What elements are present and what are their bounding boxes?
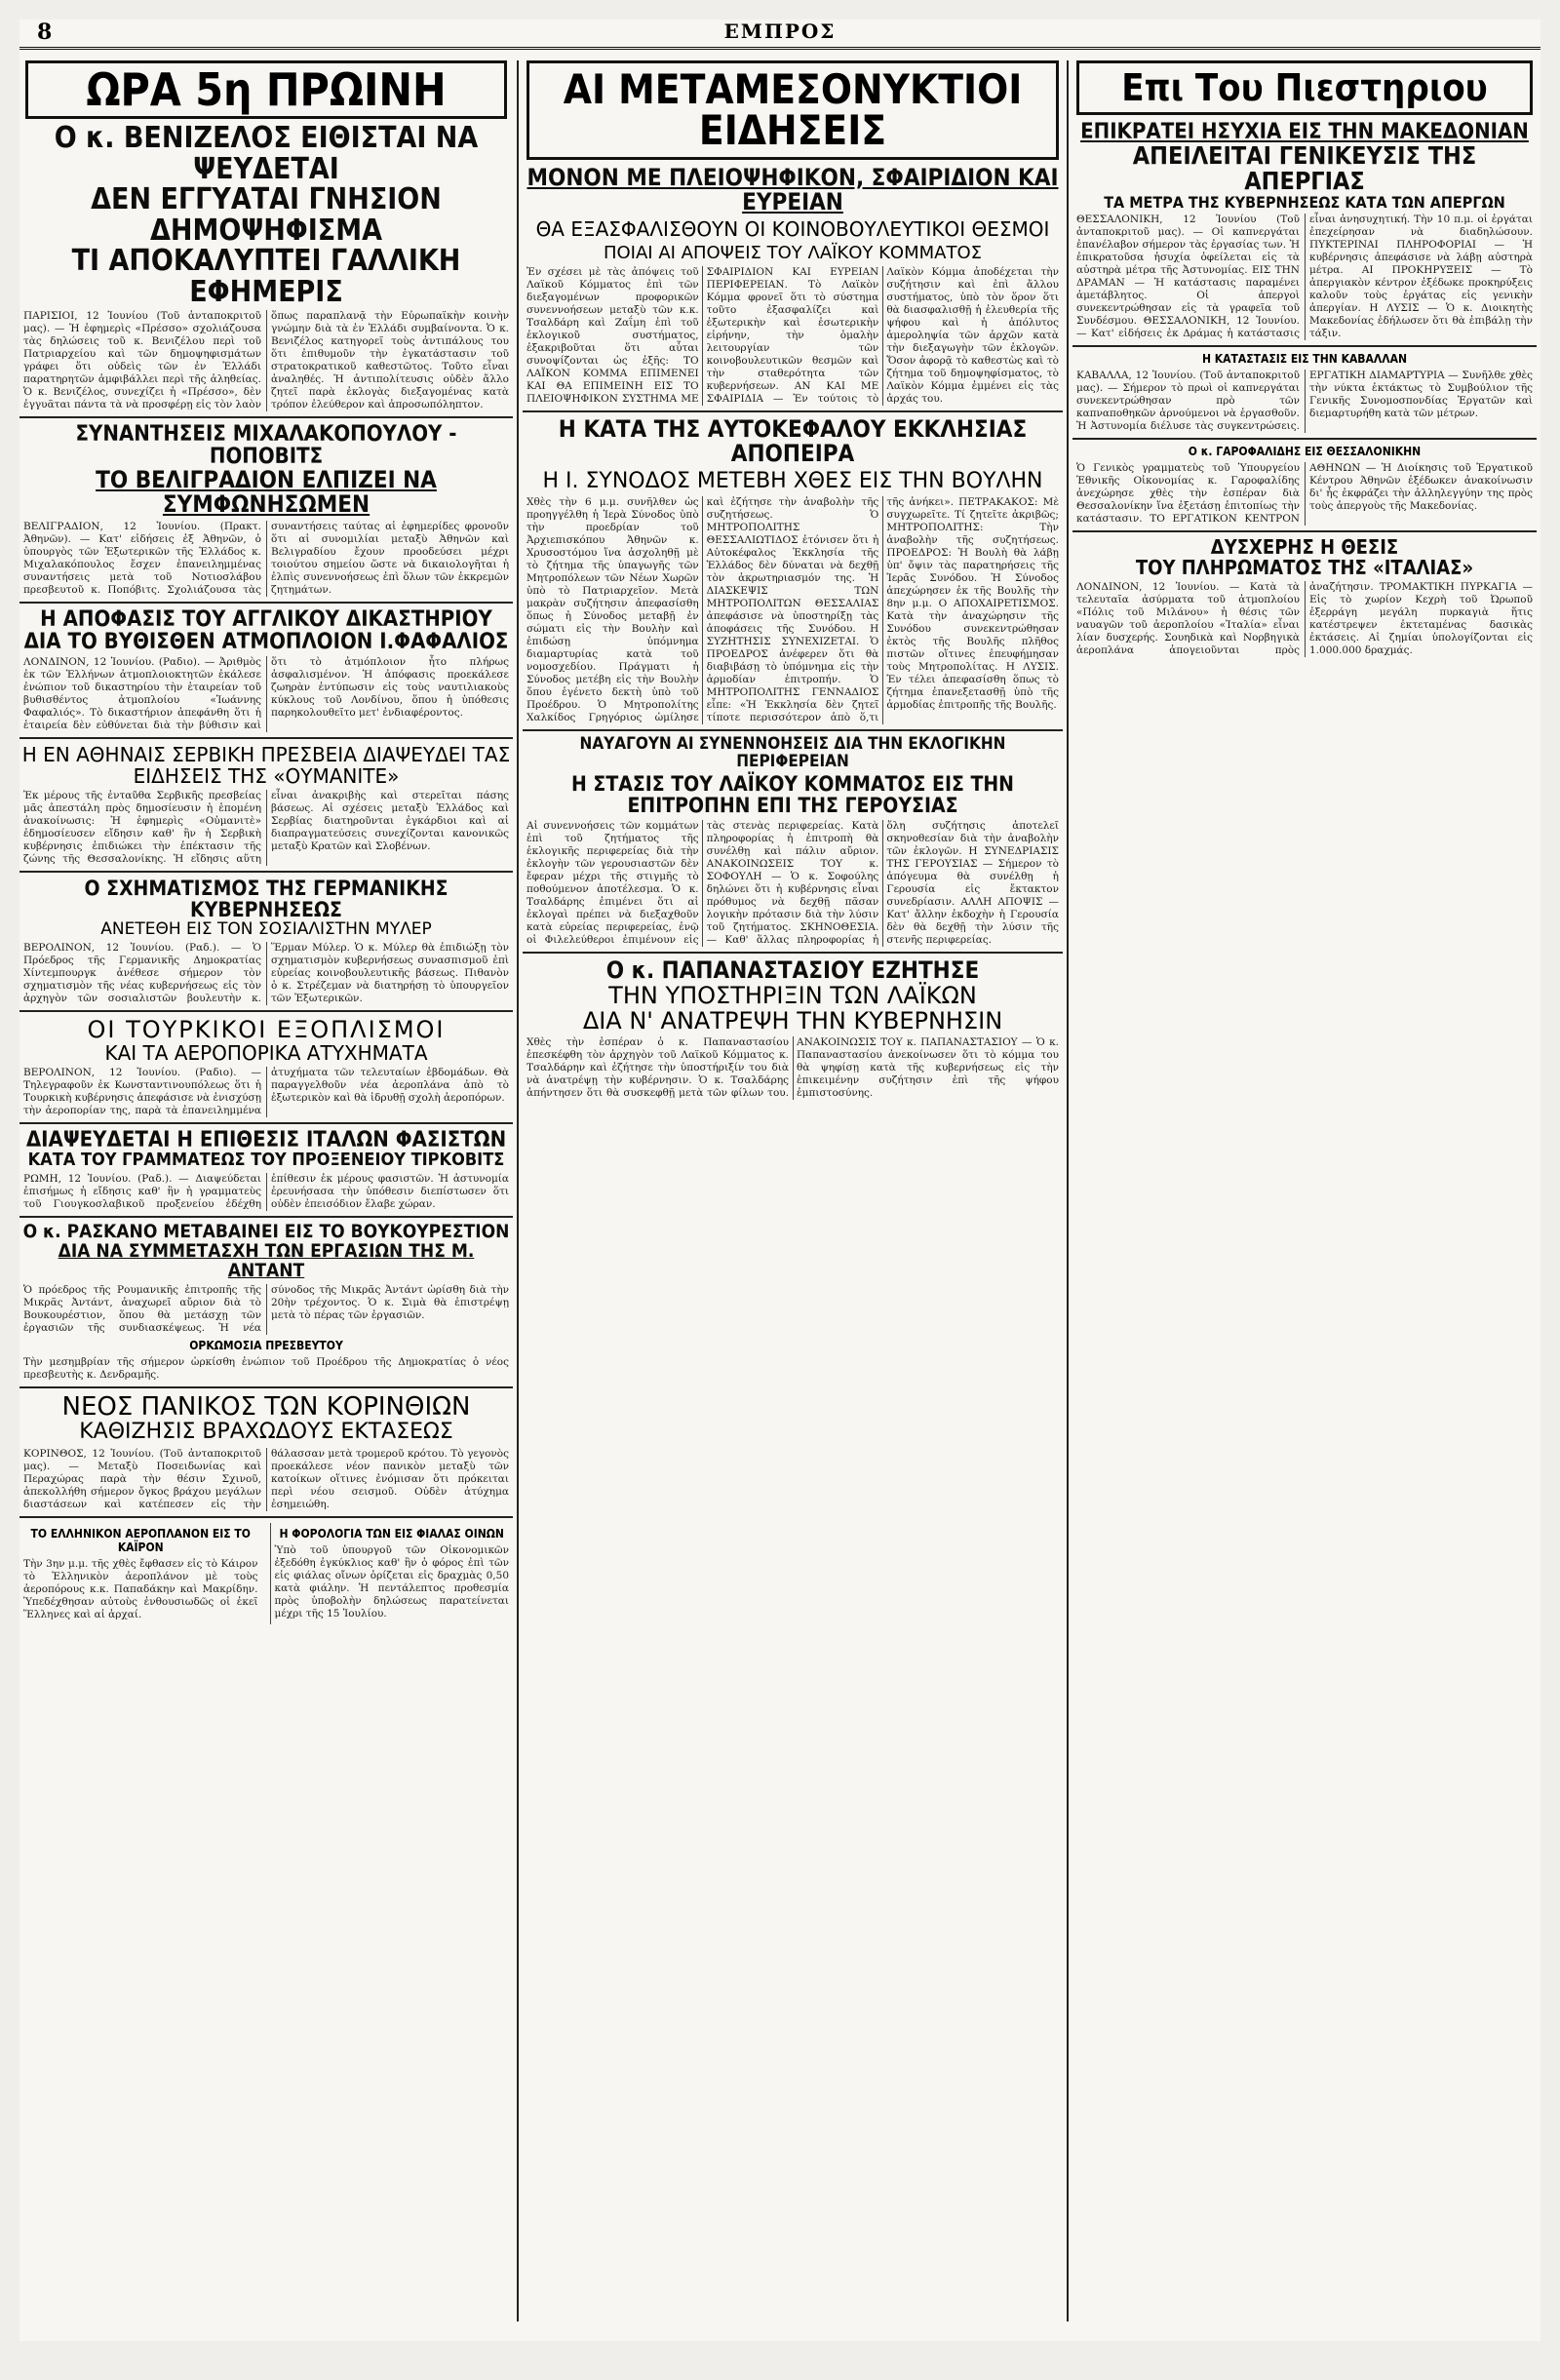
headline: ΑΠΕΙΛΕΙΤΑΙ ΓΕΝΙΚΕΥΣΙΣ ΤΗΣ ΑΠΕΡΓΙΑΣ <box>1132 141 1477 196</box>
article-italian-fascists <box>20 1129 513 1211</box>
headline: Ο κ. ΓΑΡΟΦΑΛΙΔΗΣ ΕΙΣ ΘΕΣΣΑΛΟΝΙΚΗΝ <box>1188 445 1422 459</box>
headline: ΤΗΝ ΥΠΟΣΤΗΡΙΞΙΝ ΤΩΝ ΛΑΪΚΩΝ <box>608 981 977 1009</box>
headline: ΤΙ ΑΠΟΚΑΛΥΠΤΕΙ ΓΑΛΛΙΚΗ ΕΦΗΜΕΡΙΣ <box>71 244 461 309</box>
headline: Η ΕΝ ΑΘΗΝΑΙΣ ΣΕΡΒΙΚΗ ΠΡΕΣΒΕΙΑ ΔΙΑΨΕΥΔΕΙ ΤΑΣ ΕΙΔΗΣΕΙΣ ΤΗΣ «ΟΥΜΑΝΙΤΕ» <box>21 742 511 788</box>
article-electoral-region <box>523 733 1063 947</box>
section-heading-late-news: ΑΙ ΜΕΤΑΜΕΣΟΝΥΚΤΙΟΙ ΕΙΔΗΣΕΙΣ <box>526 60 1059 160</box>
headline: ΔΙΑΨΕΥΔΕΤΑΙ Η ΕΠΙΘΕΣΙΣ ΙΤΑΛΩΝ ΦΑΣΙΣΤΩΝ <box>25 1127 507 1152</box>
column-divider <box>1067 60 1069 2321</box>
headline: Ο ΣΧΗΜΑΤΙΣΜΟΣ ΤΗΣ ΓΕΡΜΑΝΙΚΗΣ ΚΥΒΕΡΝΗΣΕΩΣ <box>84 876 448 921</box>
headline: ΔΙΑ Ν' ΑΝΑΤΡΕΨΗ ΤΗΝ ΚΥΒΕΡΝΗΣΙΝ <box>582 1007 1003 1035</box>
article-body: Ὑπὸ τοῦ ὑπουργοῦ τῶν Οἰκονομικῶν ἐξεδόθη ἐγκύκλιος καθ' ἣν ὁ φόρος ἐπὶ τῶν εἰς φιάλας οἴνων ὁρίζεται εἰς δραχμὰς 0,50 κατὰ φιάλην. Ἡ πεντάλεπτος προθεσμία πρὸς ὑποβολὴν δηλώσεως παρατείνεται μέχρι τῆς 15 Ἰουλίου. <box>274 1543 509 1619</box>
headline: Ο κ. ΠΑΠΑΝΑΣΤΑΣΙΟΥ ΕΖΗΤΗΣΕ <box>605 956 980 984</box>
headline: Η ΣΤΑΣΙΣ ΤΟΥ ΛΑΪΚΟΥ ΚΟΜΜΑΤΟΣ ΕΙΣ ΤΗΝ ΕΠΙΤΡΟΠΗΝ ΕΠΙ ΤΗΣ ΓΕΡΟΥΣΙΑΣ <box>571 772 1014 818</box>
headline: ΤΑ ΜΕΤΡΑ ΤΗΣ ΚΥΒΕΡΝΗΣΕΩΣ ΚΑΤΑ ΤΩΝ ΑΠΕΡΓΩΝ <box>1104 192 1505 212</box>
article-venizelos <box>20 123 513 411</box>
column-left <box>20 60 513 2321</box>
article-raskano <box>20 1220 513 1382</box>
article-greek-airplane <box>20 1523 262 1624</box>
article-body: Ὁ πρόεδρος τῆς Ρουμανικῆς ἐπιτροπῆς τῆς Μικρᾶς Ἀντάντ, ἀναχωρεῖ αὔριον διὰ τὸ Βουκουρέστιον, ὅπου θὰ μετάσχῃ τῶν ἐργασιῶν τῆς συνδιασκέψεως. Ἡ νέα σύνοδος τῆς Μικρᾶς Ἀντάντ ὡρίσθη διὰ τὴν 20ὴν τρέχοντος. Ὁ κ. Σιμὰ θὰ ἐπιστρέψῃ μετὰ τὸ πέρας τῶν ἐργασιῶν. <box>23 1283 509 1334</box>
article-body: Αἱ συνεννοήσεις τῶν κομμάτων ἐπὶ τοῦ ζητήματος τῆς ἐκλογικῆς περιφερείας διὰ τὴν ἐκλογὴν τῶν γερουσιαστῶν δὲν ἔφεραν μέχρι τῆς στιγμῆς τὸ ποθούμενον ἀποτέλεσμα. Ὁ κ. Τσαλδάρης ἐπιμένει ὅτι αἱ ἐκλογαὶ πρέπει νὰ διεξαχθοῦν κατὰ εὐρείας περιφερείας, ἐνῷ οἱ Φιλελεύθεροι ἐπιμένουν εἰς τὰς στενὰς περιφερείας. Κατὰ πληροφορίας ἡ ἐπιτροπὴ θὰ συνέλθῃ καὶ πάλιν αὔριον. ΑΝΑΚΟΙΝΩΣΕΙΣ ΤΟΥ κ. ΣΟΦΟΥΛΗ — Ὁ κ. Σοφούλης δηλώνει ὅτι ἡ κυβέρνησις εἶναι πρόθυμος νὰ δεχθῇ πᾶσαν λογικὴν πρότασιν διὰ τὴν λύσιν τοῦ ζητήματος. ΣΚΗΝΟΘΕΣΙΑ. — Καθ' ἅλλας πληροφορίας ἡ ὅλη συζήτησις ἀποτελεῖ σκηνοθεσίαν διὰ τὴν ἀναβολὴν τῶν ἐκλογῶν. Η ΣΥΝΕΔΡΙΑΣΙΣ ΤΗΣ ΓΕΡΟΥΣΙΑΣ — Σήμερον τὸ ἀπόγευμα θὰ συνέλθῃ ἡ Γερουσία εἰς ἔκτακτον συνεδρίασιν. ΑΛΛΗ ΑΠΟΨΙΣ — Κατ' ἄλλην ἐκδοχὴν ἡ Γερουσία δὲν θὰ δεχθῇ τὴν λύσιν τῆς στενῆς περιφερείας. <box>526 819 1059 946</box>
article-church <box>523 417 1063 724</box>
article-body: ΠΑΡΙΣΙΟΙ, 12 Ἰουνίου (Τοῦ ἀνταποκριτοῦ μας). — Ἡ ἐφημερὶς «Πρέσσο» σχολιάζουσα τὰς δηλώσεις τοῦ κ. Βενιζέλου περὶ τοῦ Πατριαρχείου καὶ τῶν δημοψηφισμάτων γράφει ὅτι οὐδεὶς τῶν ἐν Ἑλλάδι παρατηρητῶν ἀμφιβάλλει περὶ τῆς ἀληθείας. Ὁ κ. Βενιζέλος, συνεχίζει ἡ «Πρέσσο», δὲν ἐγγυᾶται πάντα τὰ νὰ προσφέρῃ εἰς τὸν λαὸν ὅπως παραπλανᾷ τὴν Εὐρωπαϊκὴν κοινὴν γνώμην διὰ τὰ ἐν Ἑλλάδι συμβαίνοντα. Ὁ κ. Βενιζέλος κατηγορεῖ τοὺς ἀντιπάλους του ὅτι ἐπιθυμοῦν τὴν ἐγκατάστασιν τοῦ στρατοκρατικοῦ καθεστῶτος. Τοῦτο εἶναι ἀναληθές. Ἡ ἀντιπολίτευσις οὐδὲν ἄλλο ζητεῖ παρὰ ἐκλογὰς διεξαγομένας κατὰ τρόπον ἐλεύθερον καὶ ἀπροσωπόληπτον. <box>23 310 509 410</box>
article-body: ΒΕΡΟΛΙΝΟΝ, 12 Ἰουνίου. (Ραδιο). — Τηλεγραφοῦν ἐκ Κωνσταντινουπόλεως ὅτι ἡ Τουρκικὴ κυβέρνησις ἀπεφάσισε νὰ ἐνισχύσῃ τὴν ἀεροπορίαν της, παρὰ τὰ ἐπανειλημμένα ἀτυχήματα τῶν τελευταίων ἑβδομάδων. Θὰ παραγγελθοῦν νέα ἀεροπλάνα ἀπὸ τὸ ἐξωτερικὸν καὶ θὰ ἱδρυθῇ σχολὴ ἀεροπόρων. <box>23 1066 509 1116</box>
article-body: ΡΩΜΗ, 12 Ἰουνίου. (Ραδ.). — Διαψεύδεται ἐπισήμως ἡ εἴδησις καθ' ἣν ἡ γραμματεὺς τοῦ Γιουγκοσλαβικοῦ προξενείου ἐδέχθη ἐπίθεσιν ἐκ μέρους φασιστῶν. Ἡ ἀστυνομία ἐρευνήσασα τὴν ὑπόθεσιν διεπίστωσεν ὅτι οὐδὲν ἐπεισόδιον ἔλαβε χώραν. <box>23 1172 509 1210</box>
article-papanastasiou <box>523 958 1063 1101</box>
article-body: ΒΕΛΙΓΡΑΔΙΟΝ, 12 Ἰουνίου. (Πρακτ. Ἀθηνῶν). — Κατ' εἰδήσεις ἐξ Ἀθηνῶν, ὁ ὑπουργὸς τῶν Ἐξωτερικῶν τῆς Ἑλλάδος κ. Μιχαλακόπουλος ἔσχεν ἐπανειλημμένας συναντήσεις μετὰ τοῦ Νοτιοσλάβου πρεσβευτοῦ κ. Ποπόβιτς. Σχολιάζουσα τὰς συναντήσεις ταύτας αἱ ἐφημερίδες φρονοῦν ὅτι αἱ συνομιλίαι μεταξὺ Ἀθηνῶν καὶ Βελιγραδίου ἔχουν προοδεύσει μέχρι τοιούτου σημείου ὥστε νὰ δικαιολογῆται ἡ ἐλπὶς συνεννοήσεως ἐπὶ ὅλων τῶν ἐκκρεμῶν ζητημάτων. <box>23 520 509 596</box>
headline: ΕΠΙΚΡΑΤΕΙ ΗΣΥΧΙΑ ΕΙΣ ΤΗΝ ΜΑΚΕΔΟΝΙΑΝ <box>1080 120 1529 144</box>
headline: Η Ι. ΣΥΝΟΔΟΣ ΜΕΤΕΒΗ ΧΘΕΣ ΕΙΣ ΤΗΝ ΒΟΥΛΗΝ <box>542 468 1043 493</box>
article-macedonia-strike <box>1072 121 1537 340</box>
article-german-government <box>20 878 513 1005</box>
article-garofalidis <box>1072 445 1537 526</box>
article-body: Τὴν 3ην μ.μ. τῆς χθὲς ἔφθασεν εἰς τὸ Κάιρον τὸ Ἑλληνικὸν ἀεροπλάνον μὲ τοὺς ἀεροπόρους κ.κ. Παπαδάκην καὶ Μακρίδην. Ὑπεδέχθησαν αὐτοὺς ἐνθουσιωδῶς οἱ ἐκεῖ Ἕλληνες καὶ αἱ ἀρχαί. <box>23 1557 258 1620</box>
headline: ΤΟ ΒΕΛΙΓΡΑΔΙΟΝ ΕΛΠΙΖΕΙ ΝΑ ΣΥΜΦΩΝΗΣΩΜΕΝ <box>96 466 437 519</box>
headline: ΣΥΝΑΝΤΗΣΕΙΣ ΜΙΧΑΛΑΚΟΠΟΥΛΟΥ - ΠΟΠΟΒΙΤΣ <box>75 422 457 470</box>
newspaper-name: ΕΜΠΡΟΣ <box>723 20 837 43</box>
page-number: 8 <box>37 20 53 45</box>
article-body: ΛΟΝΔΙΝΟΝ, 12 Ἰουνίου. — Κατὰ τὰ τελευταῖα ἀσύρματα τοῦ ἀτμοπλοίου «Πόλις τοῦ Μιλάνου» ἡ θέσις τῶν ναυαγῶν τοῦ ἀεροπλοίου «Ἰταλία» εἶναι λίαν δυσχερής. Σουηδικὰ καὶ Νορβηγικὰ ἀεροπλάνα ἀπογειοῦνται πρὸς ἀναζήτησιν. ΤΡΟΜΑΚΤΙΚΗ ΠΥΡΚΑΓΙΑ — Εἰς τὸ χωρίον Κεχρὴ τοῦ Ὠρωποῦ ἐξερράγη μεγάλη πυρκαγιὰ ἥτις κατέστρεψεν ἐκτεταμένας δασικὰς ἐκτάσεις. Αἱ ζημίαι ὑπολογίζονται εἰς 1.000.000 δραχμάς. <box>1076 581 1533 657</box>
article-corinth <box>20 1393 513 1511</box>
headline: ΤΟΥ ΠΛΗΡΩΜΑΤΟΣ ΤΗΣ «ΙΤΑΛΙΑΣ» <box>1135 556 1474 580</box>
bottom-pair <box>20 1523 513 1624</box>
article-body: ΒΕΡΟΛΙΝΟΝ, 12 Ἰουνίου. (Ραδ.). — Ὁ Πρόεδρος τῆς Γερμανικῆς Δημοκρατίας Χίντεμπουργκ ἀνέθεσε σήμερον τὸν σχηματισμὸν τῆς νέας κυβερνήσεως εἰς τὸν ἀρχηγὸν τῶν σοσιαλιστῶν βουλευτὴν κ. Ἕρμαν Μύλερ. Ὁ κ. Μύλερ θὰ ἐπιδιώξῃ τὸν σχηματισμὸν κυβερνήσεως συνασπισμοῦ ἐπὶ εὐρείας κοινοβουλευτικῆς βάσεως. Πιθανὸν ὁ κ. Στρέζεμαν νὰ διατηρήσῃ τὸ ὑπουργεῖον τῶν Ἐξωτερικῶν. <box>23 941 509 1004</box>
headline: ΟΙ ΤΟΥΡΚΙΚΟΙ ΕΞΟΠΛΙΣΜΟΙ <box>87 1015 446 1043</box>
article-serbian-embassy <box>20 744 513 866</box>
headline: ΔΙΑ ΝΑ ΣΥΜΜΕΤΑΣΧΗ ΤΩΝ ΕΡΓΑΣΙΩΝ ΤΗΣ Μ. ΑΝΤΑΝΤ <box>58 1239 475 1281</box>
article-body: Χθὲς τὴν 6 μ.μ. συνῆλθεν ὡς προηγγέλθη ἡ Ἱερὰ Σύνοδος ὑπὸ τὴν προεδρίαν τοῦ Ἀρχιεπισκόπου Ἀθηνῶν κ. Χρυσοστόμου ἵνα ἀσχοληθῇ μὲ τὸ ζήτημα τῆς ὑπαγωγῆς τῶν Μητροπόλεων τῶν Νέων Χωρῶν ὑπὸ τὸ Πατριαρχεῖον. Μετὰ μακρὰν συζήτησιν ἀπεφασίσθη ὅπως ἡ Σύνοδος μεταβῇ ἐν σώματι εἰς τὴν Βουλὴν καὶ ἐπιδώσῃ ὑπόμνημα διαμαρτυρίας κατὰ τοῦ νομοσχεδίου. Πράγματι ἡ Σύνοδος μετέβη εἰς τὴν Βουλὴν ὅπου ἐγένετο δεκτὴ ὑπὸ τοῦ Προέδρου. Ὁ Μητροπολίτης Χαλκίδος Γρηγόριος ὡμίλησε καὶ ἐζήτησε τὴν ἀναβολὴν τῆς συζητήσεως. Ὁ ΜΗΤΡΟΠΟΛΙΤΗΣ ΘΕΣΣΑΛΙΩΤΙΔΟΣ ἐτόνισεν ὅτι ἡ Αὐτοκέφαλος Ἐκκλησία τῆς Ἑλλάδος δὲν δύναται νὰ δεχθῇ τὸν ἀκρωτηριασμόν της. Ἡ ΔΙΑΣΚΕΨΙΣ ΤΩΝ ΜΗΤΡΟΠΟΛΙΤΩΝ ΘΕΣΣΑΛΙΑΣ ἀπεφάσισε νὰ ὑποστηρίξῃ τὰς ἀποφάσεις τῆς Συνόδου. Η ΣΥΖΗΤΗΣΙΣ ΣΥΝΕΧΙΖΕΤΑΙ. Ὁ ΠΡΟΕΔΡΟΣ ἀνέφερεν ὅτι θὰ διαβιβάσῃ τὸ ὑπόμνημα εἰς τὴν ἁρμοδίαν ἐπιτροπήν. Ὁ ΜΗΤΡΟΠΟΛΙΤΗΣ ΓΕΝΝΑΔΙΟΣ εἶπε: «Ἡ Ἐκκλησία δὲν ζητεῖ τίποτε περισσότερον ἀπὸ ὅ,τι τῆς ἀνήκει». ΠΕΤΡΑΚΑΚΟΣ: Μὲ συγχωρεῖτε. Τί ζητεῖτε ἀκριβῶς; ΜΗΤΡΟΠΟΛΙΤΗΣ: Τὴν ἀναβολὴν τῆς συζητήσεως. ΠΡΟΕΔΡΟΣ: Ἡ Βουλὴ θὰ λάβῃ ὑπ' ὄψιν τὰς παρατηρήσεις τῆς Ἱερᾶς Συνόδου. Ἡ Σύνοδος ἀπεχώρησεν ἐκ τῆς Βουλῆς τὴν 8ην μ.μ. Ο ΑΠΟΧΑΙΡΕΤΙΣΜΟΣ. Κατὰ τὴν ἀναχώρησιν τῆς Συνόδου συνεκεντρώθησαν ἐκτὸς τῆς Βουλῆς πλῆθος πιστῶν οἵτινες ἐπευφήμησαν τοὺς Μητροπολίτας. Η ΛΥΣΙΣ. Ἐν τέλει ἀπεφασίσθη ὅπως τὸ ζήτημα ἐπανεξετασθῇ ὑπὸ τῆς ἁρμοδίας ἐπιτροπῆς τῆς Βουλῆς. <box>526 495 1059 723</box>
headline: ΔΕΝ ΕΓΓΥΑΤΑΙ ΓΝΗΣΙΟΝ ΔΗΜΟΨΗΦΙΣΜΑ <box>91 182 442 248</box>
headline: Ο κ. ΡΑΣΚΑΝΟ ΜΕΤΑΒΑΙΝΕΙ ΕΙΣ ΤΟ ΒΟΥΚΟΥΡΕΣΤΙΟΝ <box>22 1220 510 1242</box>
headline: Η ΦΟΡΟΛΟΓΙΑ ΤΩΝ ΕΙΣ ΦΙΑΛΑΣ ΟΙΝΩΝ <box>279 1526 504 1541</box>
section-heading-press: Επι Του Πιεστηριου <box>1076 60 1533 115</box>
column-middle <box>523 60 1063 2321</box>
article-body: Ἐν σχέσει μὲ τὰς ἀπόψεις τοῦ Λαϊκοῦ Κόμματος ἐπὶ τῶν διεξαγομένων προφορικῶν συνεννοήσεων μεταξὺ τῶν κ.κ. Τσαλδάρη καὶ Ζαΐμη ἐπὶ τοῦ ἐκλογικοῦ συστήματος, ἐξακριβοῦται ὅτι αὗται συνοψίζονται ὡς ἑξῆς: ΤΟ ΛΑΪΚΟΝ ΚΟΜΜΑ ΕΠΙΜΕΝΕΙ ΚΑΙ ΘΑ ΕΠΙΜΕΙΝΗ ΕΙΣ ΤΟ ΠΛΕΙΟΨΗΦΙΚΟΝ ΣΥΣΤΗΜΑ ΜΕ ΣΦΑΙΡΙΔΙΟΝ ΚΑΙ ΕΥΡΕΙΑΝ ΠΕΡΙΦΕΡΕΙΑΝ. Τὸ Λαϊκὸν Κόμμα φρονεῖ ὅτι τὸ σύστημα τοῦτο ἐξασφαλίζει καὶ ἐξωτερικὴν καὶ ἐσωτερικὴν εἰρήνην, τὴν ὁμαλὴν λειτουργίαν τῶν κοινοβουλευτικῶν θεσμῶν καὶ τὴν σταθερότητα τῶν κυβερνήσεων. ΑΝ ΚΑΙ ΜΕ ΣΦΑΙΡΙΔΙΑ — Ἐν τούτοις τὸ Λαϊκὸν Κόμμα ἀποδέχεται τὴν συζήτησιν καὶ ἐπὶ ἄλλου συστήματος, ὑπὸ τὸν ὅρον ὅτι θὰ διασφαλισθῇ ἡ ἐλευθερία τῆς ψήφου καὶ ἡ ἀπόλυτος ἀμεροληψία τῶν ἀρχῶν κατὰ τὴν διεξαγωγὴν τῶν ἐκλογῶν. Ὅσον ἀφορᾷ τὸ καθεστὼς καὶ τὸ ζήτημα τοῦ δημοψηφίσματος, τὸ Λαϊκὸν Κόμμα ἐμμένει εἰς τὰς ἀρχάς του. <box>526 266 1059 406</box>
article-italia-crew <box>1072 537 1537 657</box>
article-body: Ἐκ μέρους τῆς ἐνταῦθα Σερβικῆς πρεσβείας μᾶς ἀπεστάλη πρὸς δημοσίευσιν ἡ ἑπομένη ἀνακοίνωσις: Ἡ ἐφημερὶς «Οὐμανιτὲ» ἐδημοσίευσεν εἴδησιν καθ' ἣν ἡ Σερβικὴ κυβέρνησις ἐπιδιώκει τὴν ἐπέκτασιν τῆς ζώνης τῆς Θεσσαλονίκης. Ἡ εἴδησις αὕτη εἶναι ἀνακριβὴς καὶ στερεῖται πάσης βάσεως. Αἱ σχέσεις μεταξὺ Ἑλλάδος καὶ Σερβίας διατηροῦνται ἐγκάρδιοι καὶ αἱ διαπραγματεύσεις συνεχίζονται κανονικῶς μεταξὺ Κρατῶν καὶ Σλοβένων. <box>23 789 509 865</box>
headline: ΚΑΤΑ ΤΟΥ ΓΡΑΜΜΑΤΕΩΣ ΤΟΥ ΠΡΟΞΕΝΕΙΟΥ ΤΙΡΚΟΒΙΤΣ <box>27 1150 505 1171</box>
subheading: ΟΡΚΩΜΟΣΙΑ ΠΡΕΣΒΕΥΤΟΥ <box>189 1338 343 1352</box>
headline: ΚΑΘΙΖΗΣΙΣ ΒΡΑΧΩΔΟΥΣ ΕΚΤΑΣΕΩΣ <box>79 1420 453 1445</box>
column-divider <box>517 60 519 2321</box>
headline: Η ΚΑΤΑΣΤΑΣΙΣ ΕΙΣ ΤΗΝ ΚΑΒΑΛΛΑΝ <box>1202 352 1407 367</box>
headline: Ο κ. ΒΕΝΙΖΕΛΟΣ ΕΙΘΙΣΤΑΙ ΝΑ ΨΕΥΔΕΤΑΙ <box>54 121 479 186</box>
headline: ΔΙΑ ΤΟ ΒΥΘΙΣΘΕΝ ΑΤΜΟΠΛΟΙΟΝ Ι.ΦΑΦΑΛΙΟΣ <box>23 629 509 654</box>
masthead <box>20 20 1540 50</box>
headline: ΘΑ ΕΞΑΣΦΑΛΙΣΘΟΥΝ ΟΙ ΚΟΙΝΟΒΟΥΛΕΥΤΙΚΟΙ ΘΕΣΜΟΙ <box>535 217 1050 242</box>
section-heading-ora-5: ΩΡΑ 5η ΠΡΩΙΝΗ <box>25 60 507 119</box>
headline: Η ΑΠΟΦΑΣΙΣ ΤΟΥ ΑΓΓΛΙΚΟΥ ΔΙΚΑΣΤΗΡΙΟΥ <box>40 606 492 632</box>
headline: ΚΑΙ ΤΑ ΑΕΡΟΠΟΡΙΚΑ ΑΤΥΧΗΜΑΤΑ <box>104 1040 428 1065</box>
article-english-court <box>20 608 513 732</box>
headline: ΝΑΥΑΓΟΥΝ ΑΙ ΣΥΝΕΝΝΟΗΣΕΙΣ ΔΙΑ ΤΗΝ ΕΚΛΟΓΙΚΗΝ ΠΕΡΙΦΕΡΕΙΑΝ <box>579 733 1006 771</box>
article-body: ΘΕΣΣΑΛΟΝΙΚΗ, 12 Ἰουνίου (Τοῦ ἀνταποκριτοῦ μας). — Οἱ καπνεργάται ἐπανέλαβον σήμερον τὰς ἐργασίας των. Ἡ ἐπικρατοῦσα ἡσυχία ὀφείλεται εἰς τὰ αὐστηρὰ μέτρα τῆς Ἀστυνομίας. ΕΙΣ ΤΗΝ ΔΡΑΜΑΝ — Ἡ κατάστασις παραμένει ἀμετάβλητος. Οἱ ἀπεργοὶ συνεκεντρώθησαν εἰς τὰ γραφεῖα τοῦ Συνδέσμου. ΘΕΣΣΑΛΟΝΙΚΗ, 12 Ἰουνίου. — Κατ' εἰδήσεις ἐκ Δράμας ἡ κατάστασις εἶναι ἀνησυχητική. Τὴν 10 π.μ. οἱ ἐργάται ἐπεχείρησαν νὰ διαδηλώσουν. ΠΥΚΤΕΡΙΝΑΙ ΠΛΗΡΟΦΟΡΙΑΙ — Ἡ κυβέρνησις ἀπεφάσισε νὰ λάβῃ αὐστηρὰ μέτρα. ΑΙ ΠΡΟΚΗΡΥΞΕΙΣ — Τὸ ἀπεργιακὸν κέντρον ἐξέδωκε προκηρύξεις καλοῦν τοὺς ἐργάτας εἰς γενικὴν ἀπεργίαν. Η ΛΥΣΙΣ — Ὁ κ. Διοικητὴς Μακεδονίας ἐδήλωσεν ὅτι θὰ ἐπιβάλῃ τὴν τάξιν. <box>1076 214 1533 340</box>
article-turkish-armaments <box>20 1017 513 1117</box>
article-body: Τὴν μεσημβρίαν τῆς σήμερον ὡρκίσθη ἐνώπιον τοῦ Προέδρου τῆς Δημοκρατίας ὁ νέος πρεσβευτὴς κ. Δενδραμῆς. <box>23 1355 509 1381</box>
headline: ΔΥΣΧΕΡΗΣ Η ΘΕΣΙΣ <box>1210 535 1399 560</box>
article-body: ΚΑΒΑΛΛΑ, 12 Ἰουνίου. (Τοῦ ἀνταποκριτοῦ μας). — Σήμερον τὸ πρωὶ οἱ καπνεργάται συνεκεντρώθησαν πρὸ τῶν καπναποθηκῶν ἀρνούμενοι νὰ ἐργασθοῦν. Ἡ Ἀστυνομία διέλυσε τὰς συγκεντρώσεις. ΕΡΓΑΤΙΚΗ ΔΙΑΜΑΡΤΥΡΙΑ — Συνῆλθε χθὲς τὴν νύκτα ἐκτάκτως τὸ Συμβούλιον τῆς Γενικῆς Συνομοσπονδίας Ἐργατῶν καὶ διεμαρτυρήθη κατὰ τῶν μέτρων. <box>1076 370 1533 433</box>
headline: ΤΟ ΕΛΛΗΝΙΚΟΝ ΑΕΡΟΠΛΑΝΟΝ ΕΙΣ ΤΟ ΚΑΪΡΟΝ <box>30 1526 251 1554</box>
headline: ΜΟΝΟΝ ΜΕ ΠΛΕΙΟΨΗΦΙΚΟΝ, ΣΦΑΙΡΙΔΙΟΝ ΚΑΙ ΕΥΡΕΙΑΝ <box>526 164 1059 216</box>
article-body: Ὁ Γενικὸς γραμματεὺς τοῦ Ὑπουργείου Ἐθνικῆς Οἰκονομίας κ. Γαροφαλίδης ἀνεχώρησε χθὲς τὴν ἑσπέραν διὰ Θεσσαλονίκην ἵνα ἐξετάσῃ ἐπιτοπίως τὴν κατάστασιν. ΤΟ ΕΡΓΑΤΙΚΟΝ ΚΕΝΤΡΟΝ ΑΘΗΝΩΝ — Ἡ Διοίκησις τοῦ Ἐργατικοῦ Κέντρου Ἀθηνῶν ἐξέδωκεν ἀνακοίνωσιν δι' ἧς ἐκφράζει τὴν ἀλληλεγγύην της πρὸς τοὺς ἀπεργοὺς τῆς Μακεδονίας. <box>1076 462 1533 526</box>
article-wine-tax <box>270 1523 514 1624</box>
article-michalakopoulos <box>20 423 513 597</box>
headline: ΝΕΟΣ ΠΑΝΙΚΟΣ ΤΩΝ ΚΟΡΙΝΘΙΩΝ <box>61 1391 471 1422</box>
headline: ΑΝΕΤΕΘΗ ΕΙΣ ΤΟΝ ΣΟΣΙΑΛΙΣΤΗΝ ΜΥΛΕΡ <box>100 918 432 939</box>
article-body: Χθὲς τὴν ἑσπέραν ὁ κ. Παπαναστασίου ἐπεσκέφθη τὸν ἀρχηγὸν τοῦ Λαϊκοῦ Κόμματος κ. Τσαλδάρην καὶ ἐζήτησε τὴν ὑποστήριξίν του διὰ νὰ ἀνατρέψῃ τὴν κυβέρνησιν. Ὁ κ. Τσαλδάρης ἀπήντησεν ὅτι θὰ συσκεφθῇ μετὰ τῶν φίλων του. ΑΝΑΚΟΙΝΩΣΙΣ ΤΟΥ κ. ΠΑΠΑΝΑΣΤΑΣΙΟΥ — Ὁ κ. Παπαναστασίου ἀνεκοίνωσεν ὅτι τὸ κόμμα του θὰ ψηφίσῃ κατὰ τῆς κυβερνήσεως εἰς τὴν ἐπικειμένην συζήτησιν ἐπὶ τῆς ψήφου ἐμπιστοσύνης. <box>526 1036 1059 1100</box>
article-body: ΚΟΡΙΝΘΟΣ, 12 Ἰουνίου. (Τοῦ ἀνταποκριτοῦ μας). — Μεταξὺ Ποσειδωνίας καὶ Περαχώρας παρὰ τὴν θέσιν Σχινοῦ, ἀπεκολλήθη σήμερον ὄγκος βράχου μεγάλων διαστάσεων καὶ κατέπεσεν εἰς τὴν θάλασσαν μετὰ τρομεροῦ κρότου. Τὸ γεγονὸς προεκάλεσε νέον πανικὸν μεταξὺ τῶν κατοίκων οἵτινες ἐνόμισαν ὅτι πρόκειται περὶ νέου σεισμοῦ. Οὐδὲν ἀτύχημα ἐσημειώθη. <box>23 1447 509 1510</box>
article-body: ΛΟΝΔΙΝΟΝ, 12 Ἰουνίου. (Ραδιο). — Ἀριθμὸς ἐκ τῶν Ἑλλήνων ἀτμοπλοιοκτητῶν ἐκάλεσε ἐνώπιον τοῦ δικαστηρίου τὴν ἑταιρείαν τοῦ βυθισθέντος ἀτμοπλοίου «Ἰωάννης Φαφαλιός». Τὸ δικαστήριον ἀπεφάνθη ὅτι ἡ ἑταιρεία δὲν εὐθύνεται διὰ τὴν βύθισιν καὶ ὅτι τὸ ἀτμόπλοιον ἦτο πλήρως ἀσφαλισμένον. Ἡ ἀπόφασις προεκάλεσε ζωηρὰν ἐντύπωσιν εἰς τοὺς ναυτιλιακοὺς κύκλους τοῦ Λονδίνου, ὅπου ἡ ὑπόθεσις παρηκολουθεῖτο μετ' ἐνδιαφέροντος. <box>23 655 509 731</box>
headline: ΠΟΙΑΙ ΑΙ ΑΠΟΨΕΙΣ ΤΟΥ ΛΑΪΚΟΥ ΚΟΜΜΑΤΟΣ <box>603 243 983 264</box>
column-right <box>1072 60 1537 2321</box>
article-kavala <box>1072 352 1537 433</box>
headline: Η ΚΑΤΑ ΤΗΣ ΑΥΤΟΚΕΦΑΛΟΥ ΕΚΚΛΗΣΙΑΣ ΑΠΟΠΕΙΡΑ <box>558 415 1028 468</box>
article-electoral-system <box>523 166 1063 406</box>
